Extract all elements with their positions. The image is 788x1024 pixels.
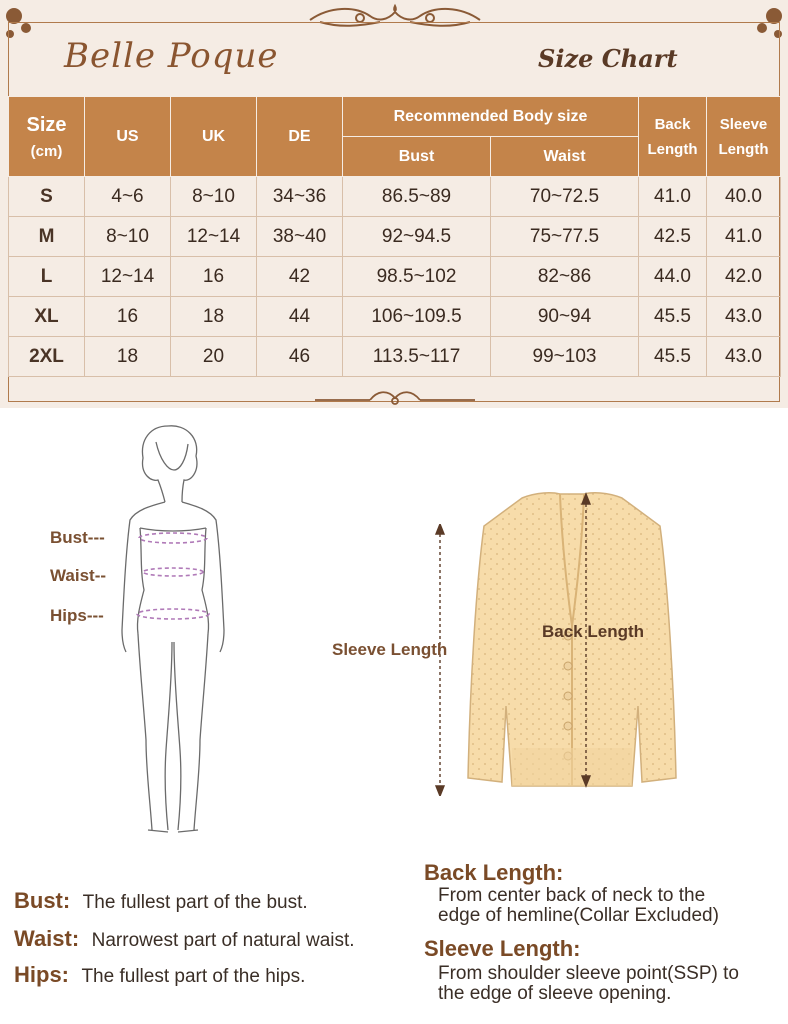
header-sleeve-length [707,97,781,177]
header-bust: Bust [343,137,491,177]
cell-sleeve: 43.0 [707,337,781,377]
header-back-length [639,97,707,177]
definition-sleeve-length-title: Sleeve Length: [424,936,581,961]
definition-line: From shoulder sleeve point(SSP) to [438,963,739,984]
cell-sleeve: 43.0 [707,297,781,337]
brand-logo: Belle Poque [64,36,279,76]
definition-text: The fullest part of the bust. [82,892,308,913]
cell-size: M [9,217,85,257]
cell-back: 44.0 [639,257,707,297]
cell-uk: 20 [171,337,257,377]
header-back-line2: Length [647,140,698,158]
header-de: DE [257,97,343,177]
definition-line: edge of hemline(Collar Excluded) [438,905,719,926]
header-sleeve-line2: Length [718,140,769,158]
cell-uk: 16 [171,257,257,297]
bottom-ornament-icon [310,388,480,408]
cell-size: L [9,257,85,297]
size-chart-panel [0,0,788,408]
cell-de: 42 [257,257,343,297]
definition-text: Narrowest part of natural waist. [91,930,355,951]
cell-sleeve: 41.0 [707,217,781,257]
body-figure-illustration [110,420,240,850]
definition-bust [14,888,308,914]
table-row [9,177,781,217]
cell-de: 44 [257,297,343,337]
size-table [8,96,781,377]
definition-term: Bust: [14,888,71,913]
back-length-label: Back Length [542,622,645,641]
cell-uk: 12~14 [171,217,257,257]
cell-uk: 8~10 [171,177,257,217]
cell-us: 12~14 [85,257,171,297]
cell-de: 34~36 [257,177,343,217]
table-row [9,297,781,337]
cell-waist: 70~72.5 [491,177,639,217]
cell-back: 41.0 [639,177,707,217]
header-size [9,97,85,177]
table-row [9,257,781,297]
cell-bust: 106~109.5 [343,297,491,337]
cell-bust: 92~94.5 [343,217,491,257]
cell-us: 4~6 [85,177,171,217]
header-size-unit: (cm) [30,142,63,160]
cell-sleeve: 40.0 [707,177,781,217]
cell-de: 46 [257,337,343,377]
cell-waist: 82~86 [491,257,639,297]
bust-label: Bust--- [50,528,105,547]
definition-waist [14,926,355,952]
definition-line: From center back of neck to the [438,885,706,906]
definition-line: the edge of sleeve opening. [438,983,672,1004]
header-sleeve-line1: Sleeve [719,115,768,133]
cell-back: 45.5 [639,337,707,377]
cell-back: 45.5 [639,297,707,337]
definition-back-length-text [438,886,719,926]
cell-waist: 75~77.5 [491,217,639,257]
definition-hips [14,962,305,988]
cell-bust: 113.5~117 [343,337,491,377]
cell-size: XL [9,297,85,337]
cell-us: 18 [85,337,171,377]
cell-de: 38~40 [257,217,343,257]
header-size-label: Size [26,113,67,136]
waist-label: Waist-- [50,566,107,585]
table-row [9,217,781,257]
definition-term: Hips: [14,962,69,987]
sleeve-length-label: Sleeve Length [332,640,448,659]
header-back-line1: Back [654,115,691,133]
header-us: US [85,97,171,177]
hips-label: Hips--- [50,606,104,625]
cell-bust: 98.5~102 [343,257,491,297]
definition-text: The fullest part of the hips. [81,966,306,987]
cell-sleeve: 42.0 [707,257,781,297]
header-waist: Waist [491,137,639,177]
table-row [9,337,781,377]
cell-waist: 99~103 [491,337,639,377]
chart-title: Size Chart [538,44,678,73]
cell-size: S [9,177,85,217]
cell-back: 42.5 [639,217,707,257]
cell-uk: 18 [171,297,257,337]
cell-waist: 90~94 [491,297,639,337]
sleeve-length-arrow-icon [432,524,448,796]
definition-term: Waist: [14,926,80,951]
header-uk: UK [171,97,257,177]
cell-us: 8~10 [85,217,171,257]
cell-size: 2XL [9,337,85,377]
definition-back-length-title: Back Length: [424,860,564,885]
header-recommended: Recommended Body size [343,97,639,137]
cell-us: 16 [85,297,171,337]
cardigan-illustration [452,486,692,806]
definition-sleeve-length-text [438,964,739,1004]
cell-bust: 86.5~89 [343,177,491,217]
